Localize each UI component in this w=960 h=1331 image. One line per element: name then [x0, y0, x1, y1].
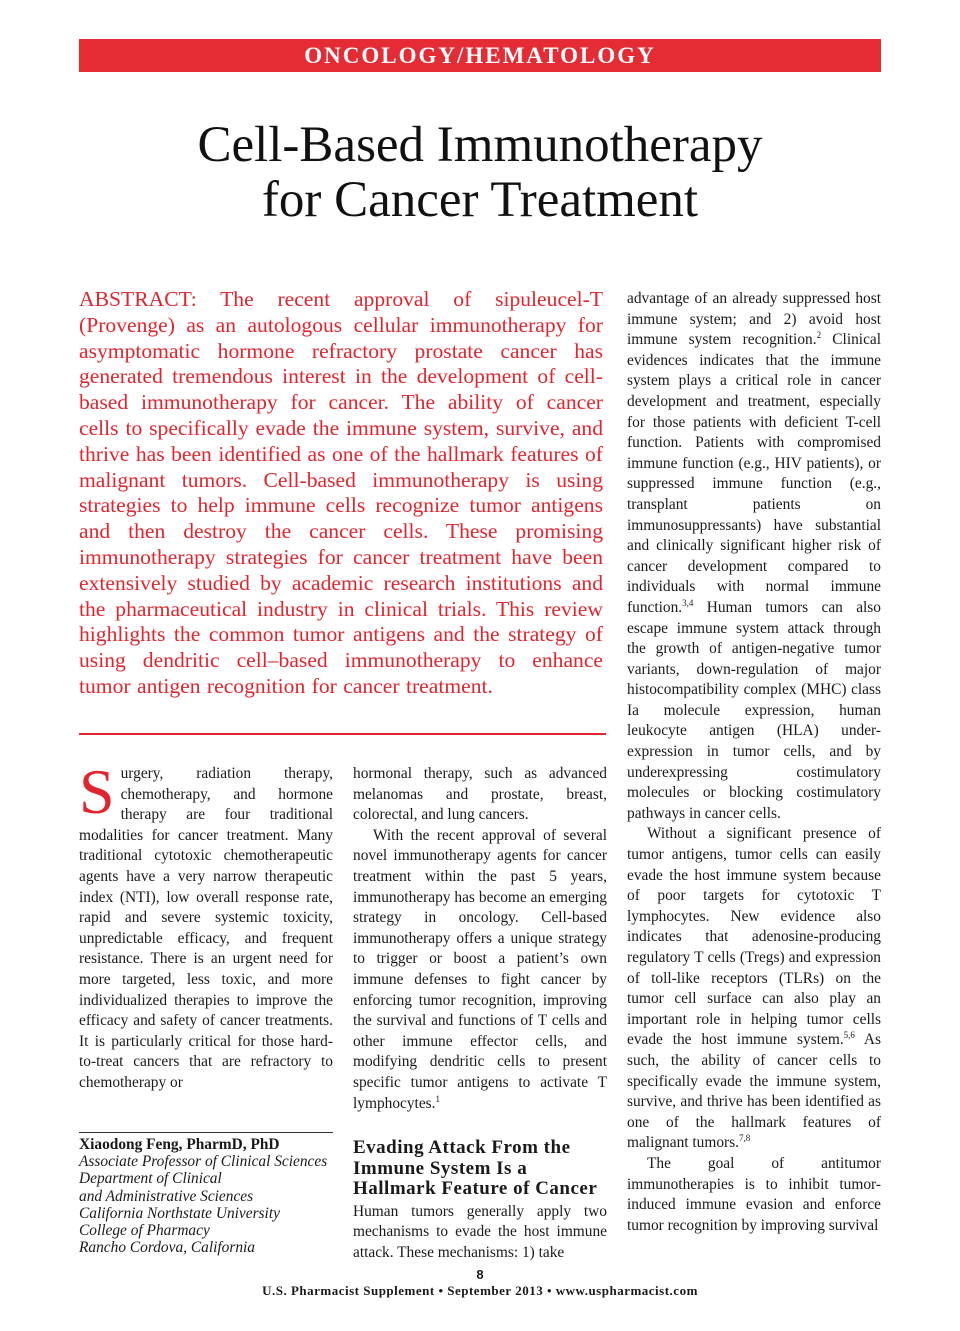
drop-cap: S: [79, 756, 115, 827]
reference-marker: 3,4: [682, 597, 694, 608]
reference-marker: 2: [816, 330, 822, 341]
title-line-2: for Cancer Treatment: [261, 172, 699, 228]
author-divider: [79, 1132, 333, 1133]
author-affiliation-4: California Northstate University: [79, 1204, 280, 1222]
author-name: Xiaodong Feng, PharmD, PhD: [79, 1136, 280, 1153]
article-title: [0, 118, 960, 228]
author-block: [79, 1136, 339, 1256]
column-1: [79, 756, 333, 1094]
page-number: 8: [476, 1267, 484, 1282]
col3-paragraph-2: Without a significant presence of tumor antigens, tumor cells can easily evade the host immune system because of poor targets for cytotoxic T lymphocytes. New evidence also indicates that adenosine-producing regulatory T cells (Tregs) and expression of toll-like receptors (TLRs) on the tumor cell surface can also play an important role in helping tumor cells evade the host immune system.$^{5,6}$ As such, the ability of cancer cells to specifically evade the immune system, survive, and thrive has been identified as one of the hallmark features of malignant tumors.$^{7,8}$: [627, 825, 881, 1152]
col1-text: urgery, radiation therapy, chemotherapy, and hormone therapy are four traditional modalities for cancer treatment. Many traditional cytotoxic chemotherapeutic agents have a very narrow therapeutic index (NTI), low overall response rate, rapid and severe systemic toxicity, unpredictable efficacy, and frequent resistance. There is an urgent need for more targeted, less toxic, and more individualized therapies to improve the efficacy and safety of cancer treatments. It is particularly critical for those hard-to-treat cancers that are refractory to chemotherapy or: [79, 765, 333, 1091]
col2-paragraph-3: Human tumors generally apply two mechanisms to evade the host immune attack. These mechanisms: 1) take: [353, 1202, 607, 1261]
col3-paragraph-1: advantage of an already suppressed host immune system; and 2) avoid host immune system recognition.$^2$ Clinical evidences indicates that the immune system plays a critical role in cancer development and treatment, especially for those patients with deficient T-cell function. Patients with compromised immune function (e.g., HIV patients), or suppressed immune function (e.g., transplant patients on immunosuppressants) have substantial and clinically significant higher risk of cancer development compared to individuals with normal immune function.$^{3,4}$ Human tumors can also escape immune system attack through the growth of antigen-negative tumor variants, down-regulation of major histocompatibility complex (MHC) class Ia molecule expression, human leukocyte antigen (HLA) under-expression in tumor cells, and by underexpressing costimulatory molecules or blocking costimulatory pathways in cancer cells.: [627, 290, 882, 822]
column-3: [627, 289, 881, 1236]
column-2: [353, 764, 607, 1114]
author-affiliation-6: Rancho Cordova, California: [79, 1239, 255, 1257]
col2-paragraph-1: hormonal therapy, such as advanced melanomas and prostate, breast, colorectal, and lung cancers.: [353, 765, 607, 824]
author-affiliation-3: and Administrative Sciences: [79, 1187, 254, 1205]
page-footer: U.S. Pharmacist Supplement • September 2013 • www.uspharmacist.com: [262, 1283, 698, 1298]
abstract-divider: [79, 733, 606, 735]
col2-paragraph-2: With the recent approval of several novel immunotherapy agents for cancer treatment within the past 5 years, immunotherapy has become an emerging strategy in oncology. Cell-based immunotherapy offers a unique strategy to trigger or boost a patient’s own immune defenses to fight cancer by enforcing tumor recognition, improving the survival and functions of T cells and other immune effector cells, and modifying dendritic cells to present specific tumor antigens to activate T lymphocytes.$^1$: [353, 826, 607, 1112]
column-2-bottom: [353, 1134, 607, 1263]
author-affiliation-2: Department of Clinical: [79, 1170, 222, 1188]
title-line-1: Cell-Based Immunotherapy: [197, 117, 763, 173]
abstract: ABSTRACT: The recent approval of sipuleucel-T (Provenge) as an autologous cellular immunotherapy for asymptomatic hormone refractory prostate cancer has generated tremendous interest in the development of cell-based immunotherapy for cancer. The ability of cancer cells to specifically evade the immune system, survive, and thrive has been identified as one of the hallmark features of malignant tumors. Cell-based immunotherapy is using strategies to help immune cells recognize tumor antigens and then destroy the cancer cells. These promising immunotherapy strategies for cancer treatment have been extensively studied by academic research institutions and the pharmaceutical industry in clinical trials. This review highlights the common tumor antigens and the strategy of using dendritic cell–based immunotherapy to enhance tumor antigen recognition for cancer treatment.: [79, 287, 603, 698]
section-heading: Evading Attack From the Immune System Is a Hallmark Feature of Cancer: [353, 1137, 598, 1199]
reference-marker: 1: [435, 1093, 440, 1104]
section-banner: ONCOLOGY/HEMATOLOGY: [79, 39, 881, 72]
reference-marker: 7,8: [739, 1133, 751, 1144]
author-affiliation-1: Associate Professor of Clinical Sciences: [79, 1153, 328, 1171]
reference-marker: 5,6: [843, 1030, 855, 1041]
col3-paragraph-3: The goal of antitumor immunotherapies is to inhibit tumor-induced immune evasion and enforce tumor recognition by improving survival: [627, 1154, 881, 1234]
author-affiliation-5: College of Pharmacy: [79, 1222, 210, 1240]
